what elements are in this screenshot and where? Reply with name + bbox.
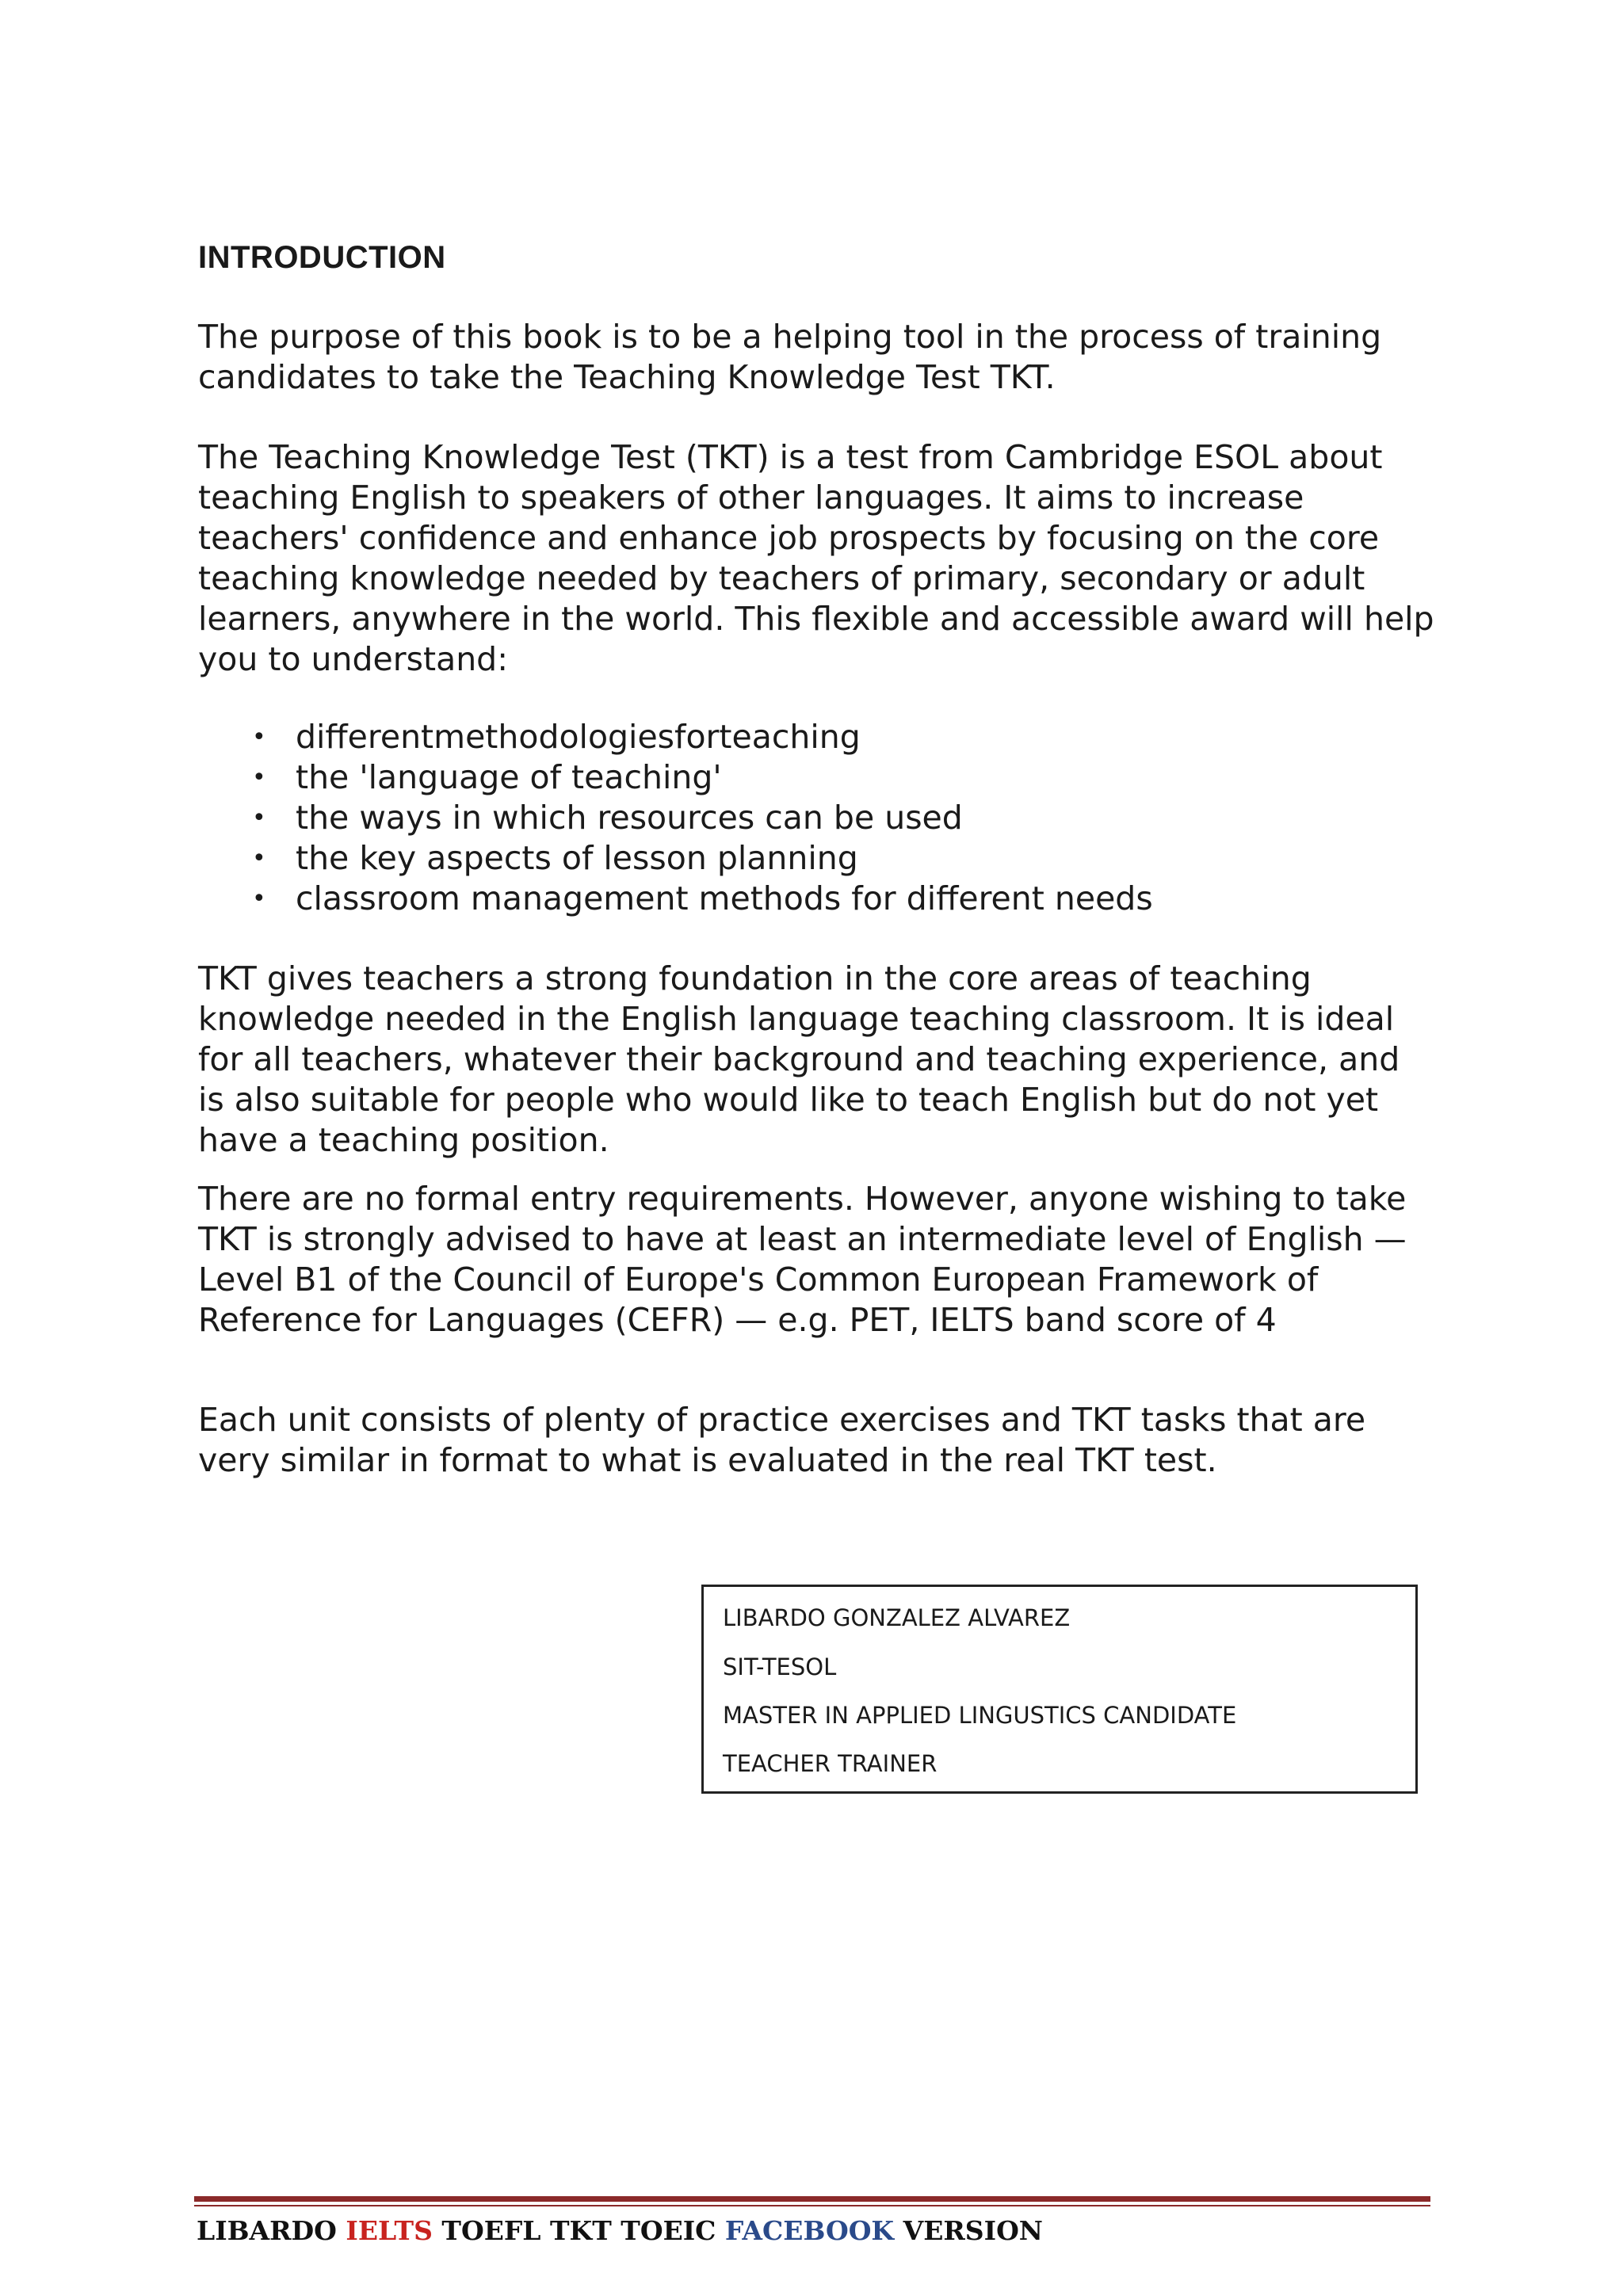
list-item: • the ways in which resources can be used xyxy=(252,799,963,837)
list-item: • classroom management methods for different needs xyxy=(252,879,1153,917)
paragraph-tkt-description: The Teaching Knowledge Test (TKT) is a test from Cambridge ESOL about teaching English to speakers of other languages. It aims to increase teachers' confidence and enhance job prospects by focusing on the core teaching knowledge needed by teachers of primary, secondary or adult learners, anywhere in the world. This flexible and accessible award will help you to understand: xyxy=(198,438,1434,678)
footer-divider-thin xyxy=(194,2205,1430,2206)
paragraph-foundation: TKT gives teachers a strong foundation in the core areas of teaching knowledge needed in the English language teaching classroom. It is ideal for all teachers, whatever their background and teaching experience, and is also suitable for people who would like to teach English but do not yet have a teaching position. xyxy=(198,959,1400,1159)
footer-divider xyxy=(194,2196,1430,2202)
author-degree: MASTER IN APPLIED LINGUSTICS CANDIDATE xyxy=(723,1702,1237,1729)
footer-ielts: IELTS xyxy=(346,2215,433,2246)
author-credential: SIT-TESOL xyxy=(723,1653,837,1680)
list-item: • the 'language of teaching' xyxy=(252,758,722,796)
footer-facebook: FACEBOOK xyxy=(724,2215,895,2246)
list-item: • differentmethodologiesforteaching xyxy=(252,718,861,756)
footer-title: LIBARDO IELTS TOEFL TKT TOEIC FACEBOOK VERSION xyxy=(197,2215,1043,2246)
author-box xyxy=(701,1585,1418,1794)
bullet-icon: • xyxy=(252,845,266,872)
paragraph-entry-requirements: There are no formal entry requirements. However, anyone wishing to take TKT is strongly advised to have at least an intermediate level of English — Level B1 of the Council of Europe's Common European Framework of Reference for Languages (CEFR) — e.g. PET, IELTS band score of 4 xyxy=(198,1180,1407,1339)
list-item: • the key aspects of lesson planning xyxy=(252,839,858,877)
paragraph-units: Each unit consists of plenty of practice exercises and TKT tasks that are very similar in format to what is evaluated in the real TKT test. xyxy=(198,1401,1366,1479)
author-name: LIBARDO GONZALEZ ALVAREZ xyxy=(723,1604,1071,1631)
bullet-icon: • xyxy=(252,885,266,913)
bullet-icon: • xyxy=(252,764,266,791)
bullet-icon: • xyxy=(252,723,266,751)
author-role: TEACHER TRAINER xyxy=(723,1750,938,1777)
bullet-icon: • xyxy=(252,804,266,832)
page-heading: INTRODUCTION xyxy=(198,240,446,275)
paragraph-purpose: The purpose of this book is to be a helping tool in the process of training candidates to take the Teaching Knowledge Test TKT. xyxy=(198,318,1382,396)
understand-list xyxy=(198,717,1387,919)
